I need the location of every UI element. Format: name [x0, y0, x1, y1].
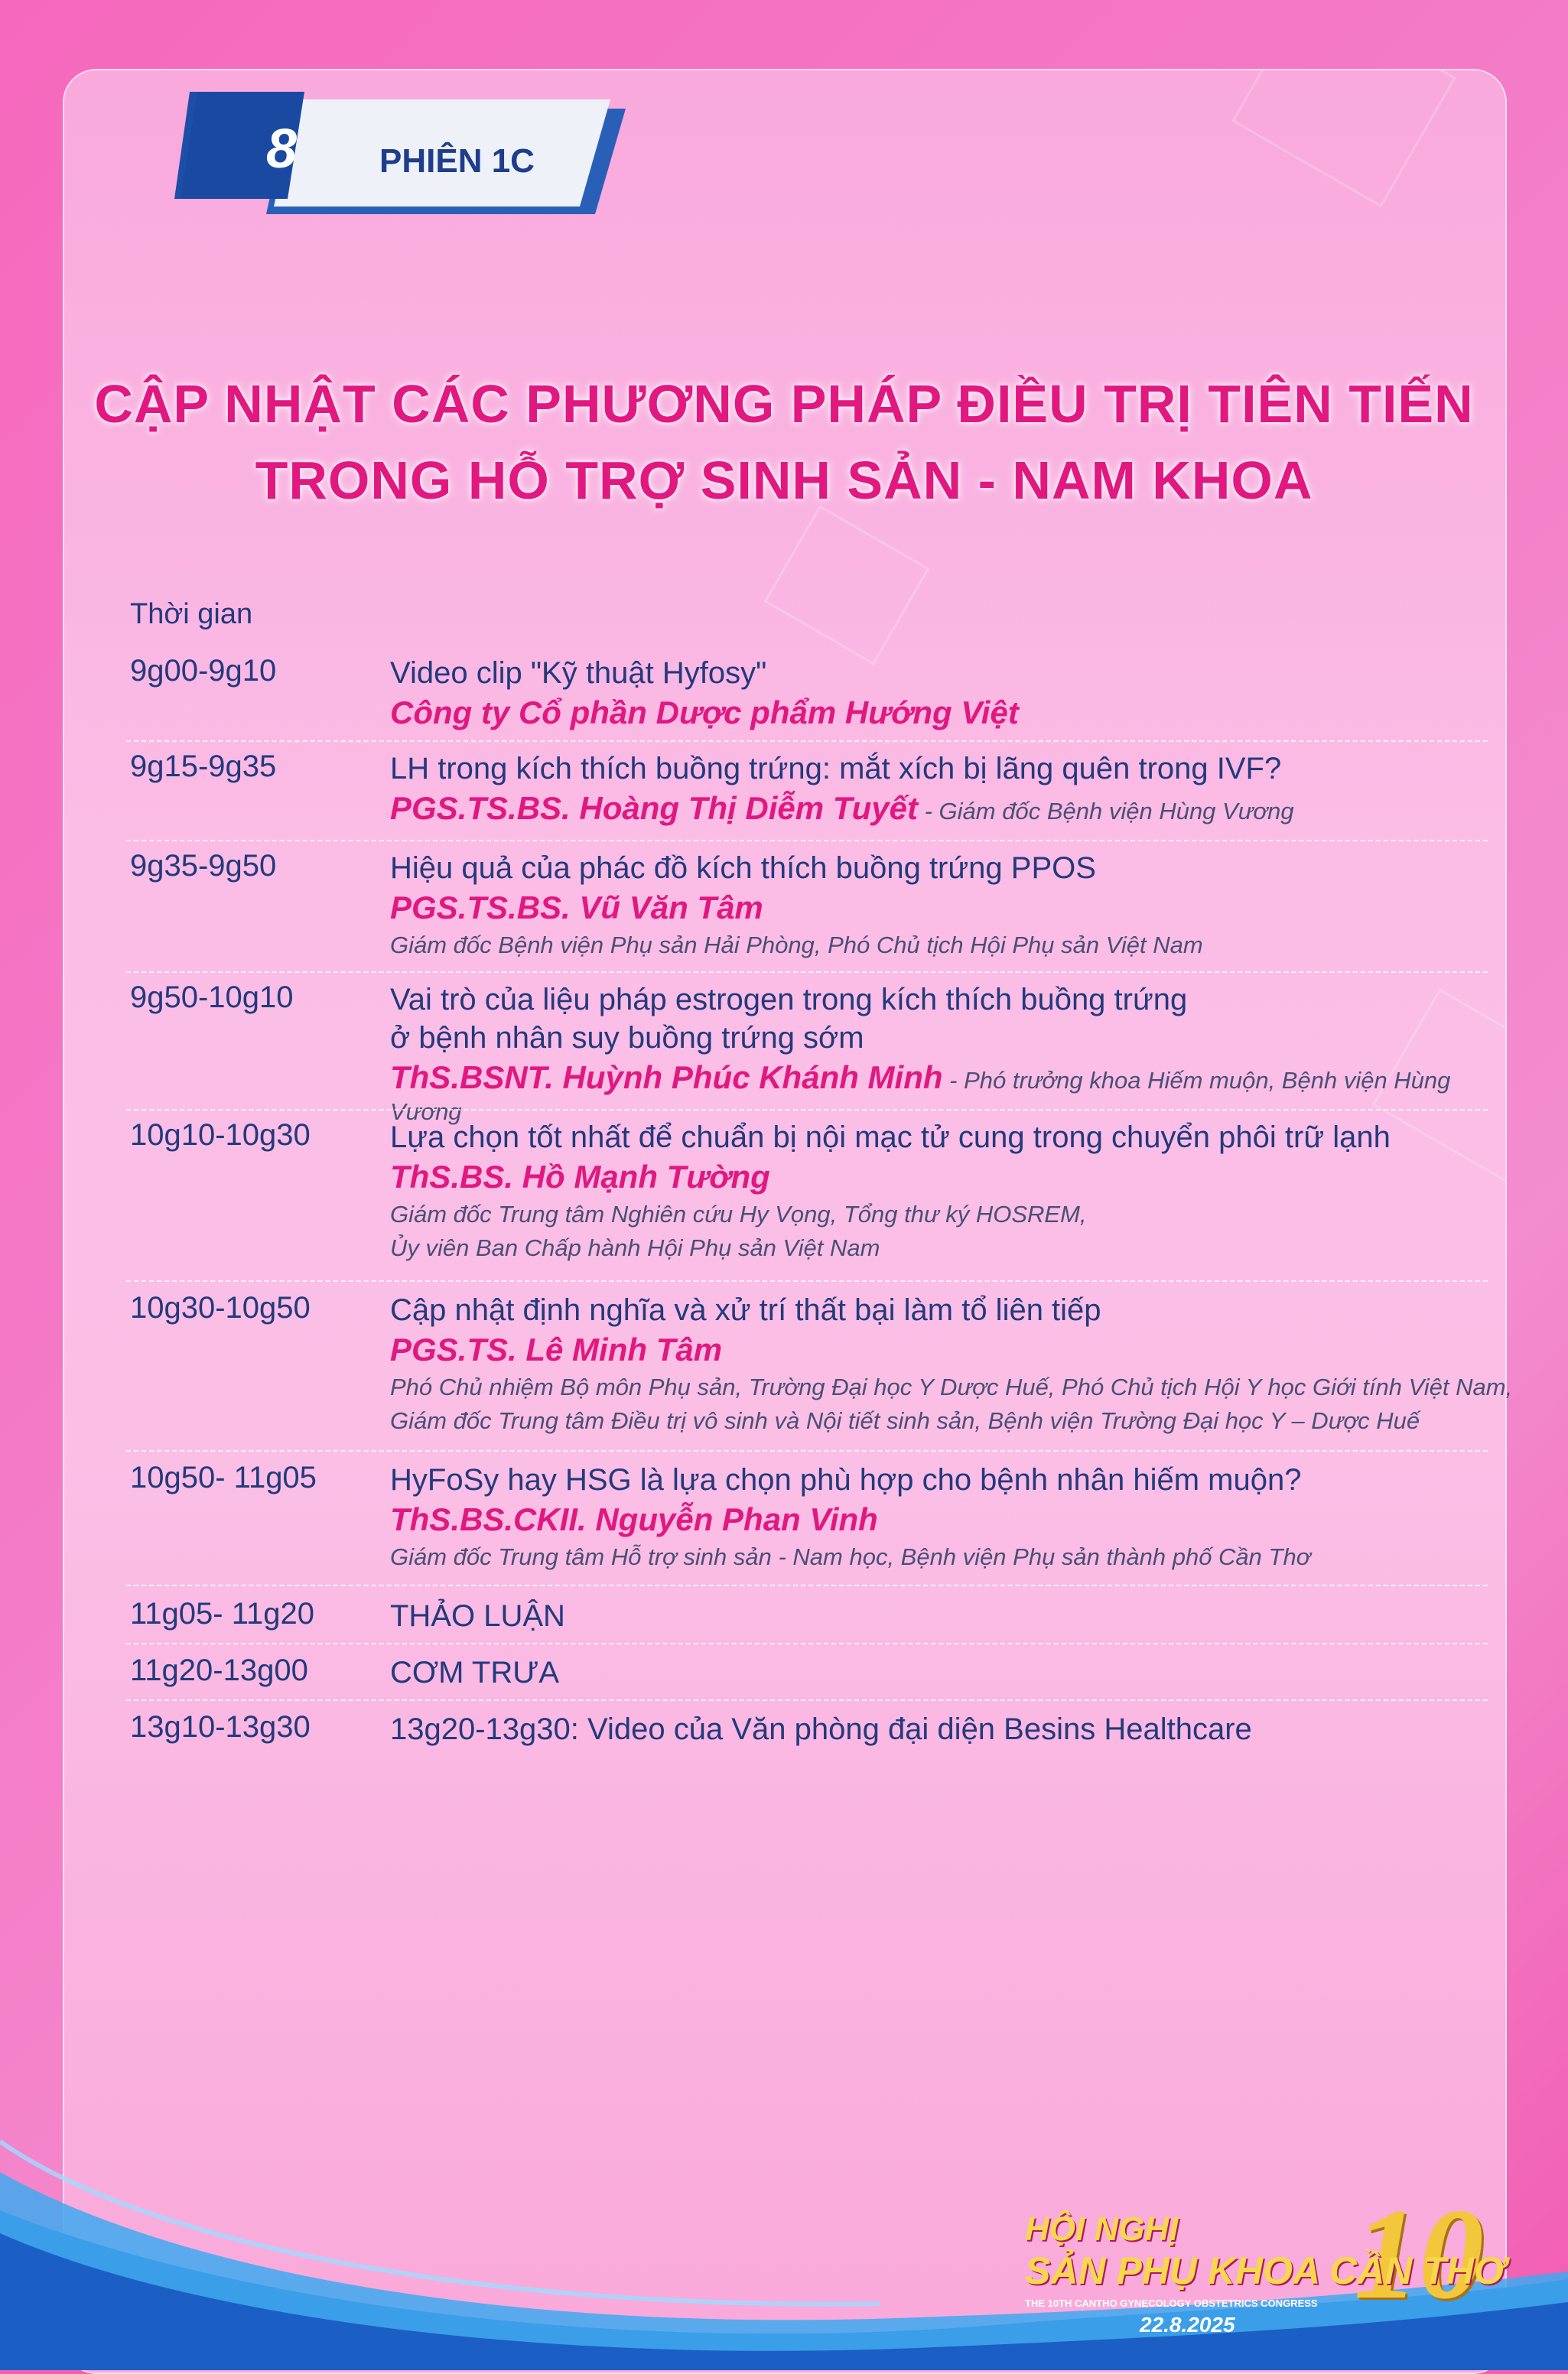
- row-speaker-role: Giám đốc Trung tâm Hỗ trợ sinh sản - Nam học, Bệnh viện Phụ sản thành phố Cần Thơ: [390, 1543, 1311, 1570]
- congress-logo: [1025, 2182, 1530, 2356]
- page-title-line1: CẬP NHẬT CÁC PHƯƠNG PHÁP ĐIỀU TRỊ TIÊN TIẾN: [94, 374, 1474, 434]
- logo-anniversary-number: 10: [1354, 2182, 1484, 2326]
- row-divider: [126, 740, 1488, 742]
- row-divider: [126, 1280, 1488, 1282]
- row-speaker: Công ty Cổ phần Dược phẩm Hướng Việt: [390, 694, 1019, 730]
- row-divider: [126, 1643, 1488, 1644]
- row-speaker-role: Phó Chủ nhiệm Bộ môn Phụ sản, Trường Đại học Y Dược Huế, Phó Chủ tịch Hội Y học Giới tính Việt Nam,: [390, 1374, 1513, 1400]
- row-time: 9g15-9g35: [130, 750, 277, 783]
- row-time: 11g20-13g00: [130, 1654, 308, 1687]
- row-divider: [126, 1585, 1488, 1586]
- row-speaker: ThS.BS.CKII. Nguyễn Phan Vinh: [390, 1501, 878, 1537]
- row-speaker-role: - Phó trưởng khoa Hiếm muộn, Bệnh viện Hùng Vương: [390, 1067, 1451, 1125]
- row-speaker: PGS.TS.BS. Hoàng Thị Diễm Tuyết: [390, 790, 918, 826]
- row-speaker: ThS.BS. Hồ Mạnh Tường: [390, 1159, 770, 1195]
- row-divider: [126, 1109, 1488, 1111]
- row-time: 9g50-10g10: [130, 980, 294, 1014]
- row-divider: [126, 1450, 1488, 1452]
- row-time: 10g50- 11g05: [130, 1461, 317, 1494]
- row-time: 10g30-10g50: [130, 1291, 311, 1325]
- logo-line3: THE 10TH CANTHO GYNECOLOGY OBSTETRICS CONGRESS: [1025, 2298, 1318, 2309]
- row-time: 11g05- 11g20: [130, 1597, 314, 1631]
- row-speaker-role: Giám đốc Bệnh viện Phụ sản Hải Phòng, Phó Chủ tịch Hội Phụ sản Việt Nam: [390, 932, 1203, 958]
- schedule-header-time: Thời gian: [130, 598, 253, 630]
- row-topic: Hiệu quả của phác đồ kích thích buồng trứng PPOS: [390, 851, 1096, 885]
- row-divider: [126, 1699, 1488, 1701]
- row-divider: [126, 971, 1488, 973]
- row-speaker-role: Giám đốc Trung tâm Nghiên cứu Hy Vọng, Tổng thư ký HOSREM,: [390, 1201, 1087, 1228]
- logo-line1: HỘI NGHỊ: [1025, 2210, 1179, 2248]
- row-speaker: PGS.TS.BS. Vũ Văn Tâm: [390, 889, 763, 925]
- decorative-hexagon: [764, 505, 930, 665]
- row-topic: 13g20-13g30: Video của Văn phòng đại diện Besins Healthcare: [390, 1712, 1252, 1746]
- row-speaker-role: - Giám đốc Bệnh viện Hùng Vương: [918, 798, 1294, 824]
- logo-date: 22.8.2025: [1140, 2313, 1235, 2337]
- logo-line2: SẢN PHỤ KHOA CẦN THƠ: [1025, 2249, 1506, 2292]
- decorative-hexagon: [1231, 69, 1456, 207]
- row-topic: Video clip "Kỹ thuật Hyfosy": [390, 656, 767, 690]
- row-divider: [126, 840, 1488, 841]
- page-title-line2: TRONG HỖ TRỢ SINH SẢN - NAM KHOA: [255, 450, 1313, 510]
- row-time: 10g10-10g30: [130, 1118, 311, 1152]
- row-topic: Vai trò của liệu pháp estrogen trong kích thích buồng trứng: [390, 983, 1188, 1016]
- row-speaker-role-cont: Ủy viên Ban Chấp hành Hội Phụ sản Việt Nam: [390, 1234, 880, 1261]
- row-topic: Cập nhật định nghĩa và xử trí thất bại làm tổ liên tiếp: [390, 1293, 1101, 1327]
- session-label: PHIÊN 1C: [379, 142, 535, 180]
- session-badge: [174, 92, 626, 214]
- row-topic: THẢO LUẬN: [390, 1599, 565, 1633]
- row-time: 9g35-9g50: [130, 849, 277, 883]
- row-speaker-role-cont: Giám đốc Trung tâm Điều trị vô sinh và Nội tiết sinh sản, Bệnh viện Trường Đại học Y – Dược Huế: [390, 1407, 1420, 1434]
- session-number: 8: [265, 119, 298, 180]
- row-speaker: ThS.BSNT. Huỳnh Phúc Khánh Minh: [390, 1059, 943, 1095]
- row-speaker: PGS.TS. Lê Minh Tâm: [390, 1332, 723, 1367]
- row-topic: CƠM TRƯA: [390, 1656, 560, 1689]
- row-topic: Lựa chọn tốt nhất để chuẩn bị nội mạc tử cung trong chuyển phôi trữ lạnh: [390, 1120, 1391, 1154]
- row-time: 9g00-9g10: [130, 654, 277, 688]
- row-topic-cont: ở bệnh nhân suy buồng trứng sớm: [390, 1021, 864, 1055]
- row-topic: HyFoSy hay HSG là lựa chọn phù hợp cho bệnh nhân hiếm muộn?: [390, 1463, 1302, 1497]
- row-topic: LH trong kích thích buồng trứng: mắt xích bị lãng quên trong IVF?: [390, 752, 1282, 785]
- row-time: 13g10-13g30: [130, 1710, 311, 1744]
